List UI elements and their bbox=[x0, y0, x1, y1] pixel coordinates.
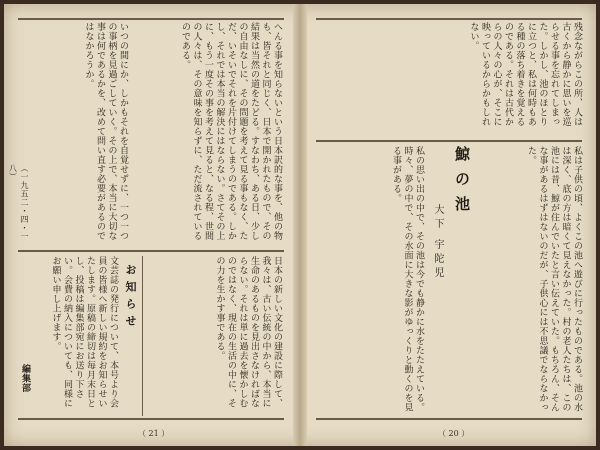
left-upper-text-2: いつの間にか、しかもそれを自覚せずに、一つ一つの事柄を見過ごしていく。その上で、本当に大切な事は何であるかを、改めて問い直す必要があるのではなかろうか。 bbox=[83, 22, 128, 241]
right-folio: （ 20 ） bbox=[438, 429, 470, 438]
notice-divider bbox=[142, 256, 143, 416]
right-body-text: 私は子供の頃、よくこの池へ遊びに行ったものである。池の水は深く、底の方は暗くて見えなかった。村の老人たちは、この池には昔、鯨が住んでいたと言い伝えていた。もちろん、そんな事があるはずはないのだが、子供心には不思議でならなかった。 bbox=[526, 146, 582, 412]
left-lower-text: 日本の新しい文化の建設に際して、我々は、古い伝統の中から、本当に生命のあるものを見出さなければならない。それは単に過去を懐かしむのではなく、現在の生活の中に、その力を生かす事である。 bbox=[214, 256, 282, 408]
top-rule bbox=[18, 18, 284, 20]
right-upper-text: 残念ながらこの所、人は古くから静かに思いを巡らせる事を忘れてしまった。しかし、池のほとりに立つと、私は何時もある種の落ち着きを覚えるのである。それは古代からの人々の心が、そこに映っているからかもしれない。 bbox=[468, 22, 582, 127]
notice-sign: 編集部 bbox=[20, 364, 30, 393]
left-folio: （ 21 ） bbox=[138, 429, 170, 438]
book-spread bbox=[4, 4, 596, 446]
bottom-rule bbox=[316, 418, 582, 420]
left-upper-text: へんる事を知らないという日本訳的な事を、他の物も、皆それと同じく、日本で開かれたもので、その結果は当然の道をたどる。すなわち、ある日、少しの自由なしに、その問題を考えて見る事もなく、ただ、いそいでそれを片付けてしまうのである。しかし、それでは本当の解決にはならない。さてその上に、もう一度その事を考えて見ると、なる程、世間の人々は、その意味を知らずに、ただ流されているのである。 bbox=[180, 22, 282, 241]
story-title: 鯨の池 bbox=[453, 146, 471, 221]
bottom-rule bbox=[18, 418, 284, 420]
left-date: （一九五二・四・一八） bbox=[8, 164, 29, 241]
gutter bbox=[293, 4, 307, 446]
mid-rule bbox=[18, 250, 284, 252]
notice-title: お知らせ bbox=[124, 264, 137, 332]
story-author: 大下 宇陀児 bbox=[432, 204, 443, 282]
left-page bbox=[4, 4, 294, 446]
mid-rule bbox=[316, 140, 582, 142]
notice-text: 文芸誌の発行について、本号より会員の皆様へ新しい規約をお知らせいたします。原稿の締切は毎月末日とし、投稿は編集部宛にお送り下さい。会費の納入についても、同様にお願い申し上げます。 bbox=[50, 256, 118, 408]
right-page bbox=[306, 4, 596, 446]
right-lower-text: 私の思い出の中で、その池は今でも静かに水をたたえている。時々、夢の中で、その水面に大きな影がゆっくりと動くのを見る事がある。 bbox=[391, 146, 424, 412]
top-rule bbox=[316, 18, 582, 20]
